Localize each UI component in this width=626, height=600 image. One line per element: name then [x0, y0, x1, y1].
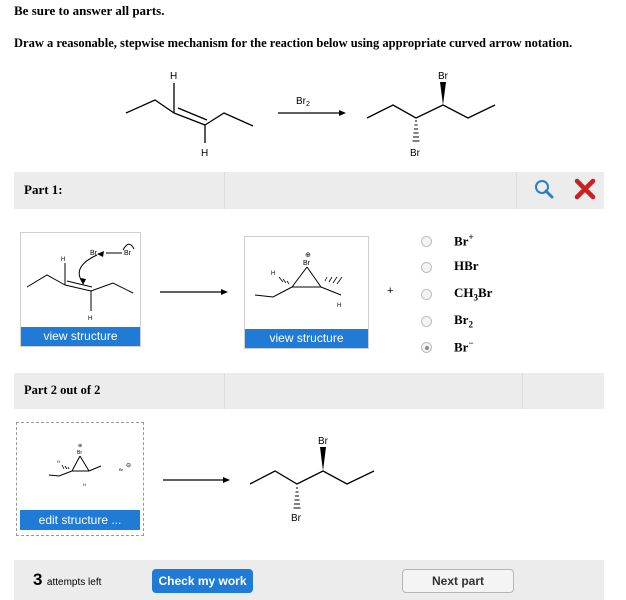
svg-text:Br: Br — [124, 250, 131, 257]
attempts-left: 3 attempts left — [33, 570, 102, 589]
part2-structure-drawing — [17, 423, 143, 508]
structure2-drawing — [245, 237, 368, 327]
check-my-work-button[interactable]: Check my work — [152, 569, 253, 593]
edit-structure-button[interactable]: edit structure ... — [20, 510, 140, 530]
reagent-label: $Br_2$ — [296, 96, 310, 108]
radio-button[interactable] — [421, 262, 432, 273]
product-dibromide — [367, 105, 495, 118]
search-icon[interactable] — [533, 178, 555, 200]
part1-header-bar — [14, 172, 604, 209]
product-wedge-bond — [440, 82, 446, 105]
option-ch3br[interactable]: $CH_3Br$ — [421, 289, 432, 300]
plus-sign: + — [387, 285, 394, 297]
option-br-minus[interactable]: Br− — [421, 342, 432, 353]
reactant-alkene — [126, 83, 253, 143]
view-structure-button[interactable]: view structure — [21, 327, 140, 346]
part2-label: Part 2 out of 2 — [24, 383, 101, 397]
reactant-h-top: H — [170, 71, 178, 82]
product-hash-bond — [413, 121, 420, 141]
footer-bar — [14, 560, 604, 600]
svg-text:Br: Br — [90, 250, 97, 257]
part2-product-br-top: Br — [318, 436, 328, 447]
svg-text:H: H — [83, 482, 86, 487]
product-br-bottom: Br — [410, 148, 420, 159]
svg-text:Br: Br — [119, 467, 123, 472]
view-structure-button[interactable]: view structure — [245, 329, 368, 348]
part1-label: Part 1: — [24, 182, 63, 197]
svg-text:Br: Br — [77, 450, 82, 456]
radio-button[interactable] — [421, 316, 432, 327]
option-hbr[interactable]: HBr — [421, 262, 432, 273]
next-part-button[interactable]: Next part — [402, 569, 514, 593]
instruction-mechanism: Draw a reasonable, stepwise mechanism for the reaction below using appropriate curved arrow notation. — [14, 36, 573, 50]
option-br2[interactable]: $Br_2$ — [421, 316, 432, 327]
product-br-top: Br — [438, 71, 448, 82]
svg-text:⊕: ⊕ — [78, 443, 83, 449]
svg-text:⊖: ⊖ — [126, 463, 132, 469]
option-br-plus[interactable]: Br+ — [421, 236, 432, 247]
mechanism-arrow — [160, 286, 230, 298]
radio-button-selected[interactable] — [421, 342, 432, 353]
instruction-answer-all: Be sure to answer all parts. — [14, 3, 165, 18]
close-icon[interactable] — [573, 177, 597, 201]
svg-text:H: H — [271, 271, 276, 277]
part1-structure1-box[interactable] — [20, 232, 141, 347]
part2-product-br-bottom: Br — [291, 513, 301, 524]
svg-text:Br: Br — [303, 260, 310, 267]
part2-product — [250, 471, 374, 484]
part2-reaction — [160, 430, 400, 530]
svg-text:H: H — [61, 257, 66, 263]
svg-text:H: H — [88, 316, 93, 322]
reactant-h-bottom: H — [201, 148, 209, 159]
radio-button[interactable] — [421, 236, 432, 247]
part2-header-bar — [14, 373, 604, 409]
structure1-drawing — [21, 233, 140, 325]
reaction-scheme — [110, 65, 510, 170]
radio-button[interactable] — [421, 289, 432, 300]
part2-structure-box[interactable] — [16, 422, 144, 536]
svg-text:⊕: ⊕ — [305, 252, 311, 259]
svg-text:H: H — [57, 459, 60, 464]
svg-text:H: H — [337, 303, 342, 309]
part1-structure2-box[interactable] — [244, 236, 369, 349]
